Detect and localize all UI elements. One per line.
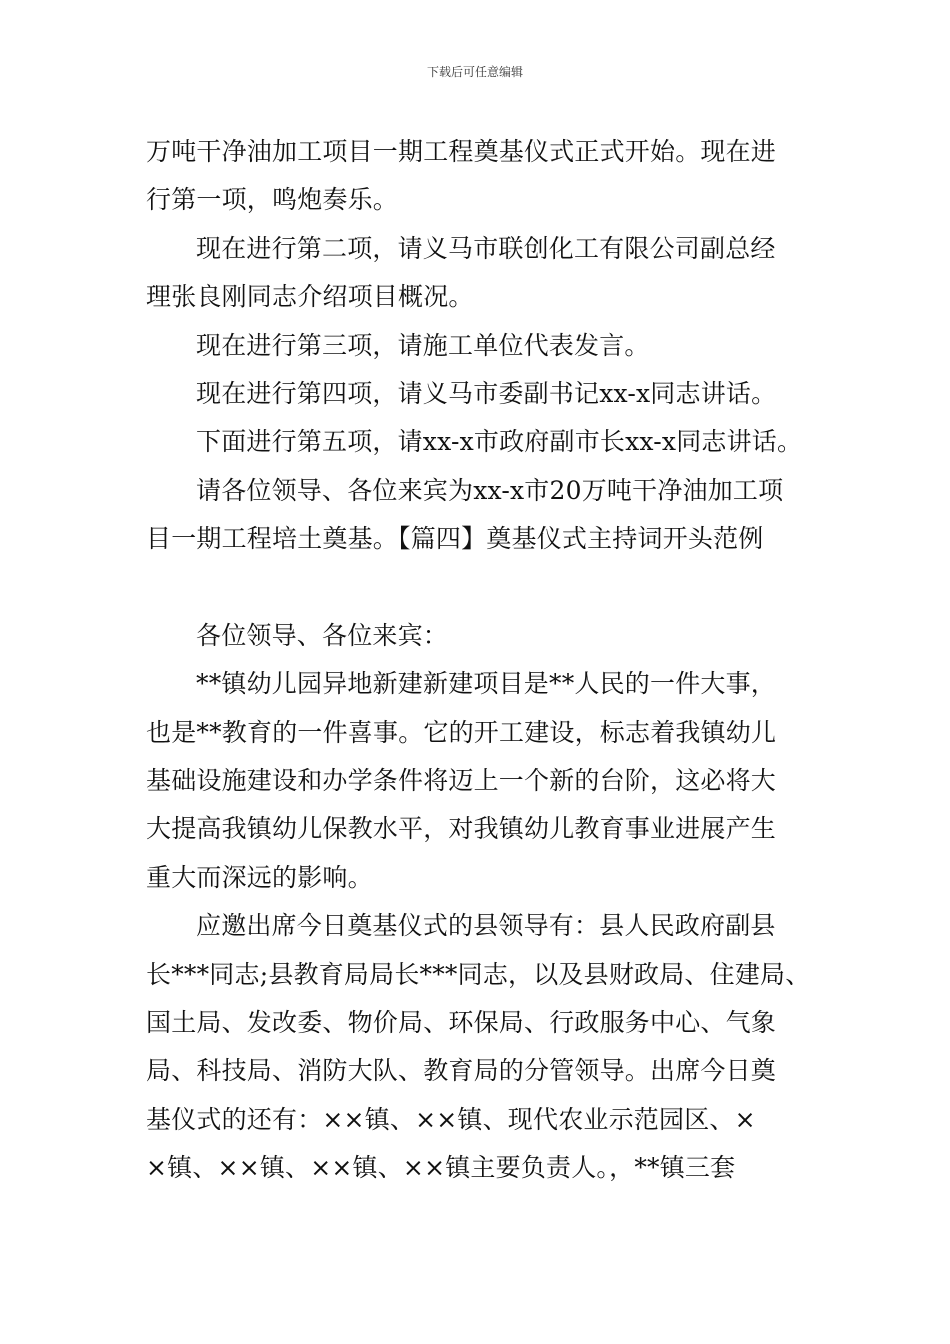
text-line: 万吨干净油加工项目一期工程奠基仪式正式开始。现在进 <box>146 137 777 166</box>
text-line: 各位领导、各位来宾： <box>196 620 449 650</box>
text-line: 国土局、发改委、物价局、环保局、行政服务中心、气象 <box>146 1008 777 1038</box>
text-line: 现在进行第四项，请义马市委副书记xx-x同志讲话。 <box>196 378 777 408</box>
text-line: 长***同志;县教育局局长***同志，以及县财政局、住建局、 <box>146 959 811 989</box>
text-line: 请各位领导、各位来宾为xx-x市20万吨干净油加工项 <box>196 475 784 505</box>
text-line: 应邀出席今日奠基仪式的县领导有：县人民政府副县 <box>196 911 776 941</box>
text-line: 局、科技局、消防大队、教育局的分管领导。出席今日奠 <box>146 1056 777 1086</box>
text-line: 基仪式的还有：××镇、××镇、现代农业示范园区、× <box>146 1104 756 1134</box>
text-line: 现在进行第二项，请义马市联创化工有限公司副总经 <box>196 233 776 263</box>
text-line: 也是**教育的一件喜事。它的开工建设，标志着我镇幼儿 <box>146 717 777 747</box>
text-line: 下面进行第五项，请xx-x市政府副市长xx-x同志讲话。 <box>196 427 803 457</box>
page-header: 下载后可任意编辑 <box>426 65 523 79</box>
text-line: 目一期工程培土奠基。【篇四】奠基仪式主持词开头范例 <box>146 524 764 554</box>
text-line: 大提高我镇幼儿保教水平，对我镇幼儿教育事业进展产生 <box>146 814 777 844</box>
text-line: ×镇、××镇、××镇、××镇主要负责人。，**镇三套 <box>146 1153 736 1183</box>
text-line: 理张良刚同志介绍项目概况。 <box>146 282 474 312</box>
blank-line <box>146 564 826 612</box>
text-line: 现在进行第三项，请施工单位代表发言。 <box>196 330 650 360</box>
text-line: 基础设施建设和办学条件将迈上一个新的台阶，这必将大 <box>146 766 777 796</box>
text-line: **镇幼儿园异地新建新建项目是**人民的一件大事， <box>196 669 777 699</box>
text-line: 行第一项，鸣炮奏乐。 <box>146 185 399 215</box>
text-line: 重大而深远的影响。 <box>146 862 373 892</box>
document-body <box>146 128 826 1193</box>
